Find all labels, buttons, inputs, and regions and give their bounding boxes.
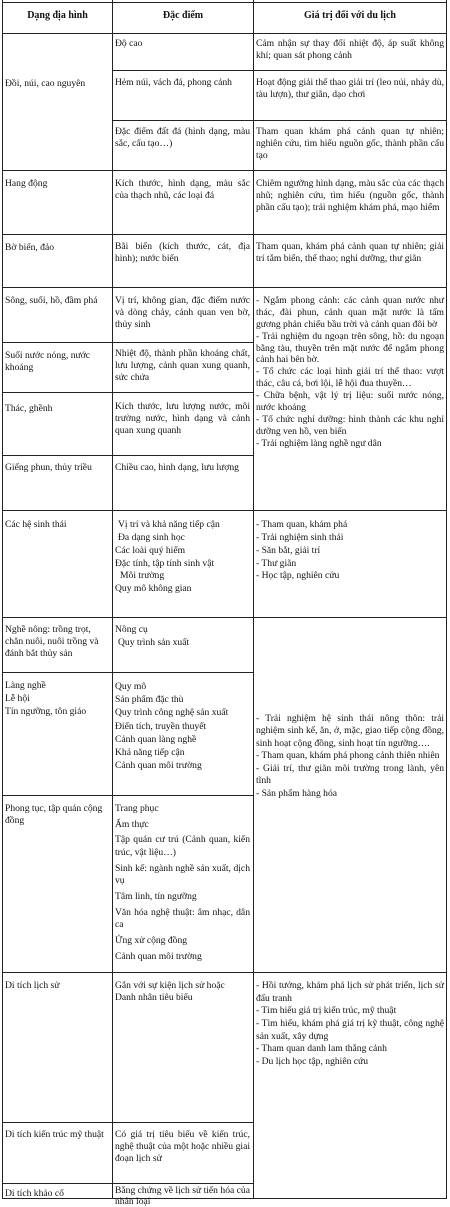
header-terrain-type: Dạng địa hình xyxy=(27,10,88,21)
feature-cell: Kích thước, lưu lượng nước, môi trường nước, hình dạng và cảnh quan xung quanh xyxy=(115,401,250,436)
feature-list xyxy=(115,980,250,1004)
feature-list xyxy=(115,519,250,596)
list-item: - Thư giãn xyxy=(256,557,297,569)
list-item: Tâm linh, tín ngưỡng xyxy=(115,890,197,902)
list-item: Danh nhân tiêu biểu xyxy=(115,991,193,1003)
list-item: Quy trình công nghệ sản xuất xyxy=(115,707,229,719)
row-divider xyxy=(2,510,447,511)
terrain-name: Hang động xyxy=(5,178,48,189)
value-list xyxy=(256,980,444,1069)
row-divider xyxy=(112,120,447,121)
list-item: Cảnh quan làng nghề xyxy=(115,733,197,745)
terrain-name: Đồi, núi, cao nguyên xyxy=(5,78,86,89)
feature-cell: Bằng chứng về lịch sử tiến hóa của nhân loại xyxy=(115,1185,250,1207)
table-border-left xyxy=(2,0,3,1198)
feature-cell: Bãi biển (kích thước, cát, địa hình); nước biển xyxy=(115,241,250,264)
list-item: Sản phẩm đặc thù xyxy=(115,694,184,706)
list-item: Môi trường xyxy=(120,570,165,582)
feature-cell: Hẻm núi, vách đá, phong cảnh xyxy=(115,77,232,88)
list-item: - Tìm hiểu giá trị kiến trúc, mỹ thuật xyxy=(256,1005,397,1017)
value-list xyxy=(256,295,444,450)
row-divider xyxy=(2,1183,253,1184)
list-item: Tập quán cư trú (Cảnh quan, kiến trúc, vật liệu…) xyxy=(115,834,250,858)
row-divider xyxy=(2,287,447,288)
list-item: Trang phục xyxy=(115,803,159,814)
row-divider xyxy=(2,1122,253,1123)
column-divider-2 xyxy=(253,0,254,1198)
header-tourism-value: Giá trị đối với du lịch xyxy=(304,10,396,21)
feature-cell: Kích thước, hình dạng, màu sắc của thạch nhũ, các loại đá xyxy=(115,178,250,201)
list-item: - Hồi tưởng, khám phá lịch sử phát triển, lịch sử đấu tranh xyxy=(256,980,444,1004)
feature-cell: Vị trí, không gian, đặc điểm nước và dòng chảy, cảnh quan ven bờ, thủy sinh xyxy=(115,295,250,330)
list-item: Quy mô xyxy=(115,681,147,692)
terrain-name: Di tích kiến trúc mỹ thuật xyxy=(5,1129,104,1140)
feature-cell: Đặc điểm đất đá (hình dạng, màu sắc, cấu tạo…) xyxy=(115,126,250,149)
list-item: - Trải nghiệm sinh thái xyxy=(256,531,344,543)
row-divider xyxy=(2,617,447,618)
header-divider xyxy=(2,33,447,34)
list-item: Đa dạng sinh học xyxy=(118,531,185,543)
list-item: - Trải nghiệm hệ sinh thái nông thôn: trải nghiệm sinh kế, ăn, ở, mặc, giao tiếp cộng đồng, sinh hoạt cộng đồng, sinh hoạt tín ngưỡng…. xyxy=(256,713,444,749)
list-item: Quy trình sản xuất xyxy=(118,636,190,648)
list-item: Tín ngưỡng, tôn giáo xyxy=(5,705,87,717)
list-item: Quy mô không gian xyxy=(115,583,192,595)
row-divider xyxy=(2,170,447,171)
terrain-name: Giếng phun, thủy triều xyxy=(5,462,92,473)
list-item: - Trải nghiệm du ngoạn trên sông, hồ: du ngoạn bằng tàu, thuyền trên mặt nước để ngắm phong cảnh hai bên bờ. xyxy=(256,330,444,366)
table-border-right xyxy=(446,0,447,1198)
list-item: - Tham quan, khám phá phong cảnh thiên nhiên xyxy=(256,750,440,762)
list-item: - Giải trí, thư giãn môi trường trong lành, yên tĩnh xyxy=(256,762,444,787)
list-item: - Sản phẩm hàng hóa xyxy=(256,787,337,799)
list-item: Vị trí và khả năng tiếp cận xyxy=(118,519,220,530)
list-item: Cảnh quan môi trường xyxy=(115,760,202,772)
terrain-name: Thác, ghềnh xyxy=(5,403,53,414)
list-item: Lễ hội xyxy=(5,692,30,704)
feature-list xyxy=(115,680,250,773)
feature-cell: Nhiệt độ, thành phần khoáng chất, lưu lượng, cảnh quan xung quanh, sức chứa xyxy=(115,348,250,383)
list-item: Văn hóa nghệ thuật: âm nhạc, dân ca xyxy=(115,906,250,931)
list-item: Điển tích, truyền thuyết xyxy=(115,720,207,732)
row-divider xyxy=(112,70,447,71)
feature-list xyxy=(115,624,250,650)
list-item: - Tổ chức nghỉ dưỡng: hình thành các khu nghỉ dưỡng ven hồ, ven biển xyxy=(256,413,444,437)
value-cell: Cảm nhận sự thay đổi nhiệt độ, áp suất không khí; quan sát phong cảnh xyxy=(256,38,444,61)
feature-cell: Độ cao xyxy=(115,38,143,49)
terrain-name: Sông, suối, hồ, đầm phá xyxy=(5,295,98,306)
list-item: Ẩm thực xyxy=(115,818,149,830)
row-divider xyxy=(2,342,253,343)
value-list xyxy=(256,519,444,583)
list-item: Làng nghề xyxy=(5,680,46,691)
list-item: - Tổ chức các loại hình giải trí thể thao: vượt thác, câu cá, bơi lội, lễ hội đua thuyền… xyxy=(256,366,444,390)
terrain-name: Bờ biển, đảo xyxy=(5,242,55,253)
list-item: - Tham quan, khám phá xyxy=(256,519,348,530)
list-item: Nông cụ xyxy=(115,624,148,635)
list-item: - Du lịch học tập, nghiên cứu xyxy=(256,1055,369,1067)
feature-cell: Chiều cao, hình dạng, lưu lượng xyxy=(115,462,239,473)
value-list xyxy=(256,713,444,800)
list-item: Gắn với sự kiện lịch sử hoặc xyxy=(115,980,225,991)
row-divider xyxy=(2,234,447,235)
row-divider xyxy=(2,392,253,393)
column-divider-1 xyxy=(112,0,113,1198)
list-item: - Tham quan danh lam thắng cảnh xyxy=(256,1043,387,1055)
list-item: Khả năng tiếp cận xyxy=(115,747,185,759)
row-divider xyxy=(2,972,447,973)
row-divider xyxy=(2,455,253,456)
value-cell: Tham quan, khám phá cảnh quan tự nhiên; giải trí tắm biển, thể thao; nghỉ dưỡng, thư giãn xyxy=(256,241,444,264)
list-item: - Tìm hiểu, khám phá giá trị kỹ thuật, công nghệ sản xuất, xây dựng xyxy=(256,1017,444,1042)
header-features: Đặc điểm xyxy=(162,10,204,21)
list-item: - Học tập, nghiên cứu xyxy=(256,570,340,582)
list-item: - Ngắm phong cảnh: các cảnh quan nước như thác, đài phun, cảnh quan mặt nước là tấm gương phản chiếu bầu trời và cảnh quan đôi bờ xyxy=(256,295,444,330)
list-item: - Săn bắt, giải trí xyxy=(256,544,321,556)
terrain-name: Suối nước nóng, nước khoáng xyxy=(5,350,91,373)
list-item: Các loài quý hiếm xyxy=(115,544,186,556)
list-item: Sinh kế: ngành nghề sản xuất, dịch vụ xyxy=(115,862,250,887)
terrain-name: Phong tục, tập quán cộng đồng xyxy=(5,803,103,826)
table-border-top xyxy=(2,2,447,3)
terrain-name: Các hệ sinh thái xyxy=(5,519,67,530)
list-item: Đặc tính, tập tính sinh vật xyxy=(115,557,215,569)
list-item: - Chữa bệnh, vật lý trị liệu: suối nước nóng, nước khoáng xyxy=(256,390,444,414)
row-divider xyxy=(2,795,253,796)
list-item: Ứng xử cộng đồng xyxy=(115,934,188,946)
terrain-name-list xyxy=(5,680,109,719)
value-cell: Tham quan khám phá cảnh quan tự nhiên; nghiên cứu, tìm hiểu nguồn gốc, thành phần cấu tạo xyxy=(256,126,444,161)
terrain-name: Di tích khảo cổ xyxy=(5,1188,64,1199)
terrain-name: Nghề nông: trồng trọt, chăn nuôi, nuôi trồng và đánh bắt thủy sản xyxy=(5,624,99,659)
row-divider xyxy=(2,672,253,673)
value-cell: Chiêm ngưỡng hình dạng, màu sắc của các thạch nhũ; nghiên cứu, tìm hiểu (nguồn gốc, thành phần cấu tạo); trải nghiệm khám phá, mạo hiểm xyxy=(256,178,444,213)
feature-list xyxy=(115,803,250,963)
list-item: Cảnh quan môi trường xyxy=(115,950,202,962)
terrain-name: Di tích lịch sử xyxy=(5,980,60,991)
value-cell: Hoạt động giải thể thao giải trí (leo núi, nhảy dù, tàu lượn), thư giãn, dạo chơi xyxy=(256,77,444,100)
feature-cell: Có giá trị tiêu biểu về kiến trúc, nghệ thuật của một hoặc nhiều giai đoạn lịch sử xyxy=(115,1129,250,1164)
list-item: - Trải nghiệm làng nghề ngư dân xyxy=(256,437,382,449)
